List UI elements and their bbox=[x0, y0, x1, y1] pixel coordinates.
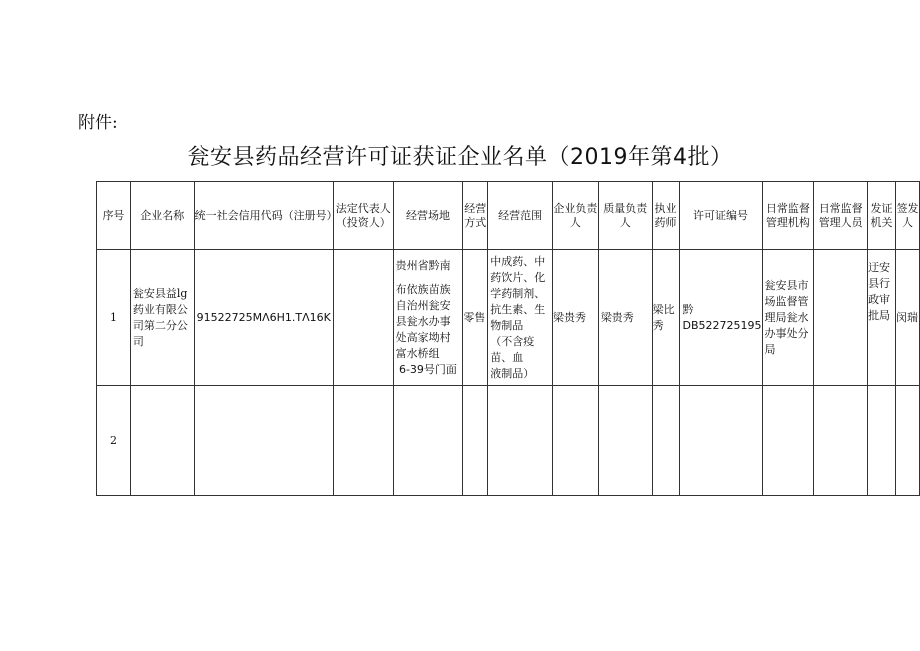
header-principal: 企业负责人 bbox=[553, 182, 599, 250]
header-legal-rep: 法定代表人（投资人） bbox=[333, 182, 393, 250]
cell-legal-rep bbox=[333, 250, 393, 386]
cell-issuer bbox=[868, 386, 896, 496]
cell-issuer: 迂安县行政审批局 bbox=[868, 250, 896, 386]
cell-seq: 1 bbox=[97, 250, 131, 386]
cell-pharmacist bbox=[652, 386, 679, 496]
header-mode: 经营方式 bbox=[463, 182, 488, 250]
cell-principal bbox=[553, 386, 599, 496]
license-table bbox=[96, 181, 920, 496]
address-line-2: 布依族苗族自治州瓮安县瓮水办事处高家坳村富水桥组 bbox=[395, 282, 451, 360]
cell-seq: 2 bbox=[97, 386, 131, 496]
header-row bbox=[97, 182, 920, 250]
cell-legal-rep bbox=[333, 386, 393, 496]
header-address: 经营场地 bbox=[393, 182, 463, 250]
cell-license-no: 黔DB522725195 bbox=[679, 250, 762, 386]
address-line-1: 贵州省黔南 bbox=[395, 258, 451, 272]
cell-principal: 梁贵秀 bbox=[553, 250, 599, 386]
cell-pharmacist: 梁比秀 bbox=[652, 250, 679, 386]
cell-company bbox=[130, 386, 194, 496]
cell-company: 瓮安县益lg药业有限公司第二分公司 bbox=[130, 250, 194, 386]
header-supervisor-person: 日常监督管理人员 bbox=[814, 182, 868, 250]
cell-scope bbox=[488, 250, 553, 386]
table-row bbox=[97, 250, 920, 386]
cell-supervisor-org bbox=[762, 386, 814, 496]
cell-address bbox=[393, 386, 463, 496]
header-quality: 质量负责人 bbox=[598, 182, 652, 250]
cell-supervisor-org: 瓮安县市场监督管理局瓮水办事处分局 bbox=[762, 250, 814, 386]
cell-signer: 闵瑞 bbox=[895, 250, 919, 386]
header-seq: 序号 bbox=[97, 182, 131, 250]
cell-address bbox=[393, 250, 463, 386]
cell-credit-code: 91522725MΛ6H1.TΛ16K bbox=[194, 250, 333, 386]
header-company: 企业名称 bbox=[130, 182, 194, 250]
header-scope: 经营范围 bbox=[488, 182, 553, 250]
scope-line-1: 中成药、中药饮片、化学药制剂、抗生素、生物制品 bbox=[490, 254, 546, 332]
header-signer: 签发人 bbox=[895, 182, 919, 250]
attachment-label: 附件: bbox=[78, 113, 118, 133]
scope-line-2: （不含疫苗、血 bbox=[490, 334, 535, 364]
cell-quality bbox=[598, 386, 652, 496]
cell-credit-code bbox=[194, 386, 333, 496]
cell-mode bbox=[463, 386, 488, 496]
header-credit-code: 统一社会信用代码（注册号） bbox=[194, 182, 333, 250]
cell-license-no bbox=[679, 386, 762, 496]
cell-supervisor-person bbox=[814, 250, 868, 386]
cell-quality: 梁贵秀 bbox=[598, 250, 652, 386]
cell-signer bbox=[895, 386, 919, 496]
header-supervisor-org: 日常监督管理机构 bbox=[762, 182, 814, 250]
scope-line-3: 液制品） bbox=[490, 366, 535, 380]
cell-supervisor-person bbox=[814, 386, 868, 496]
cell-scope bbox=[488, 386, 553, 496]
header-issuer: 发证机关 bbox=[868, 182, 896, 250]
header-license-no: 许可证编号 bbox=[679, 182, 762, 250]
table-row bbox=[97, 386, 920, 496]
page-title: 瓮安县药品经营许可证获证企业名单（2019年第4批） bbox=[187, 145, 733, 170]
address-line-3: 6-39号门面 bbox=[398, 362, 457, 376]
header-pharmacist: 执业药师 bbox=[652, 182, 679, 250]
cell-mode: 零售 bbox=[463, 250, 488, 386]
